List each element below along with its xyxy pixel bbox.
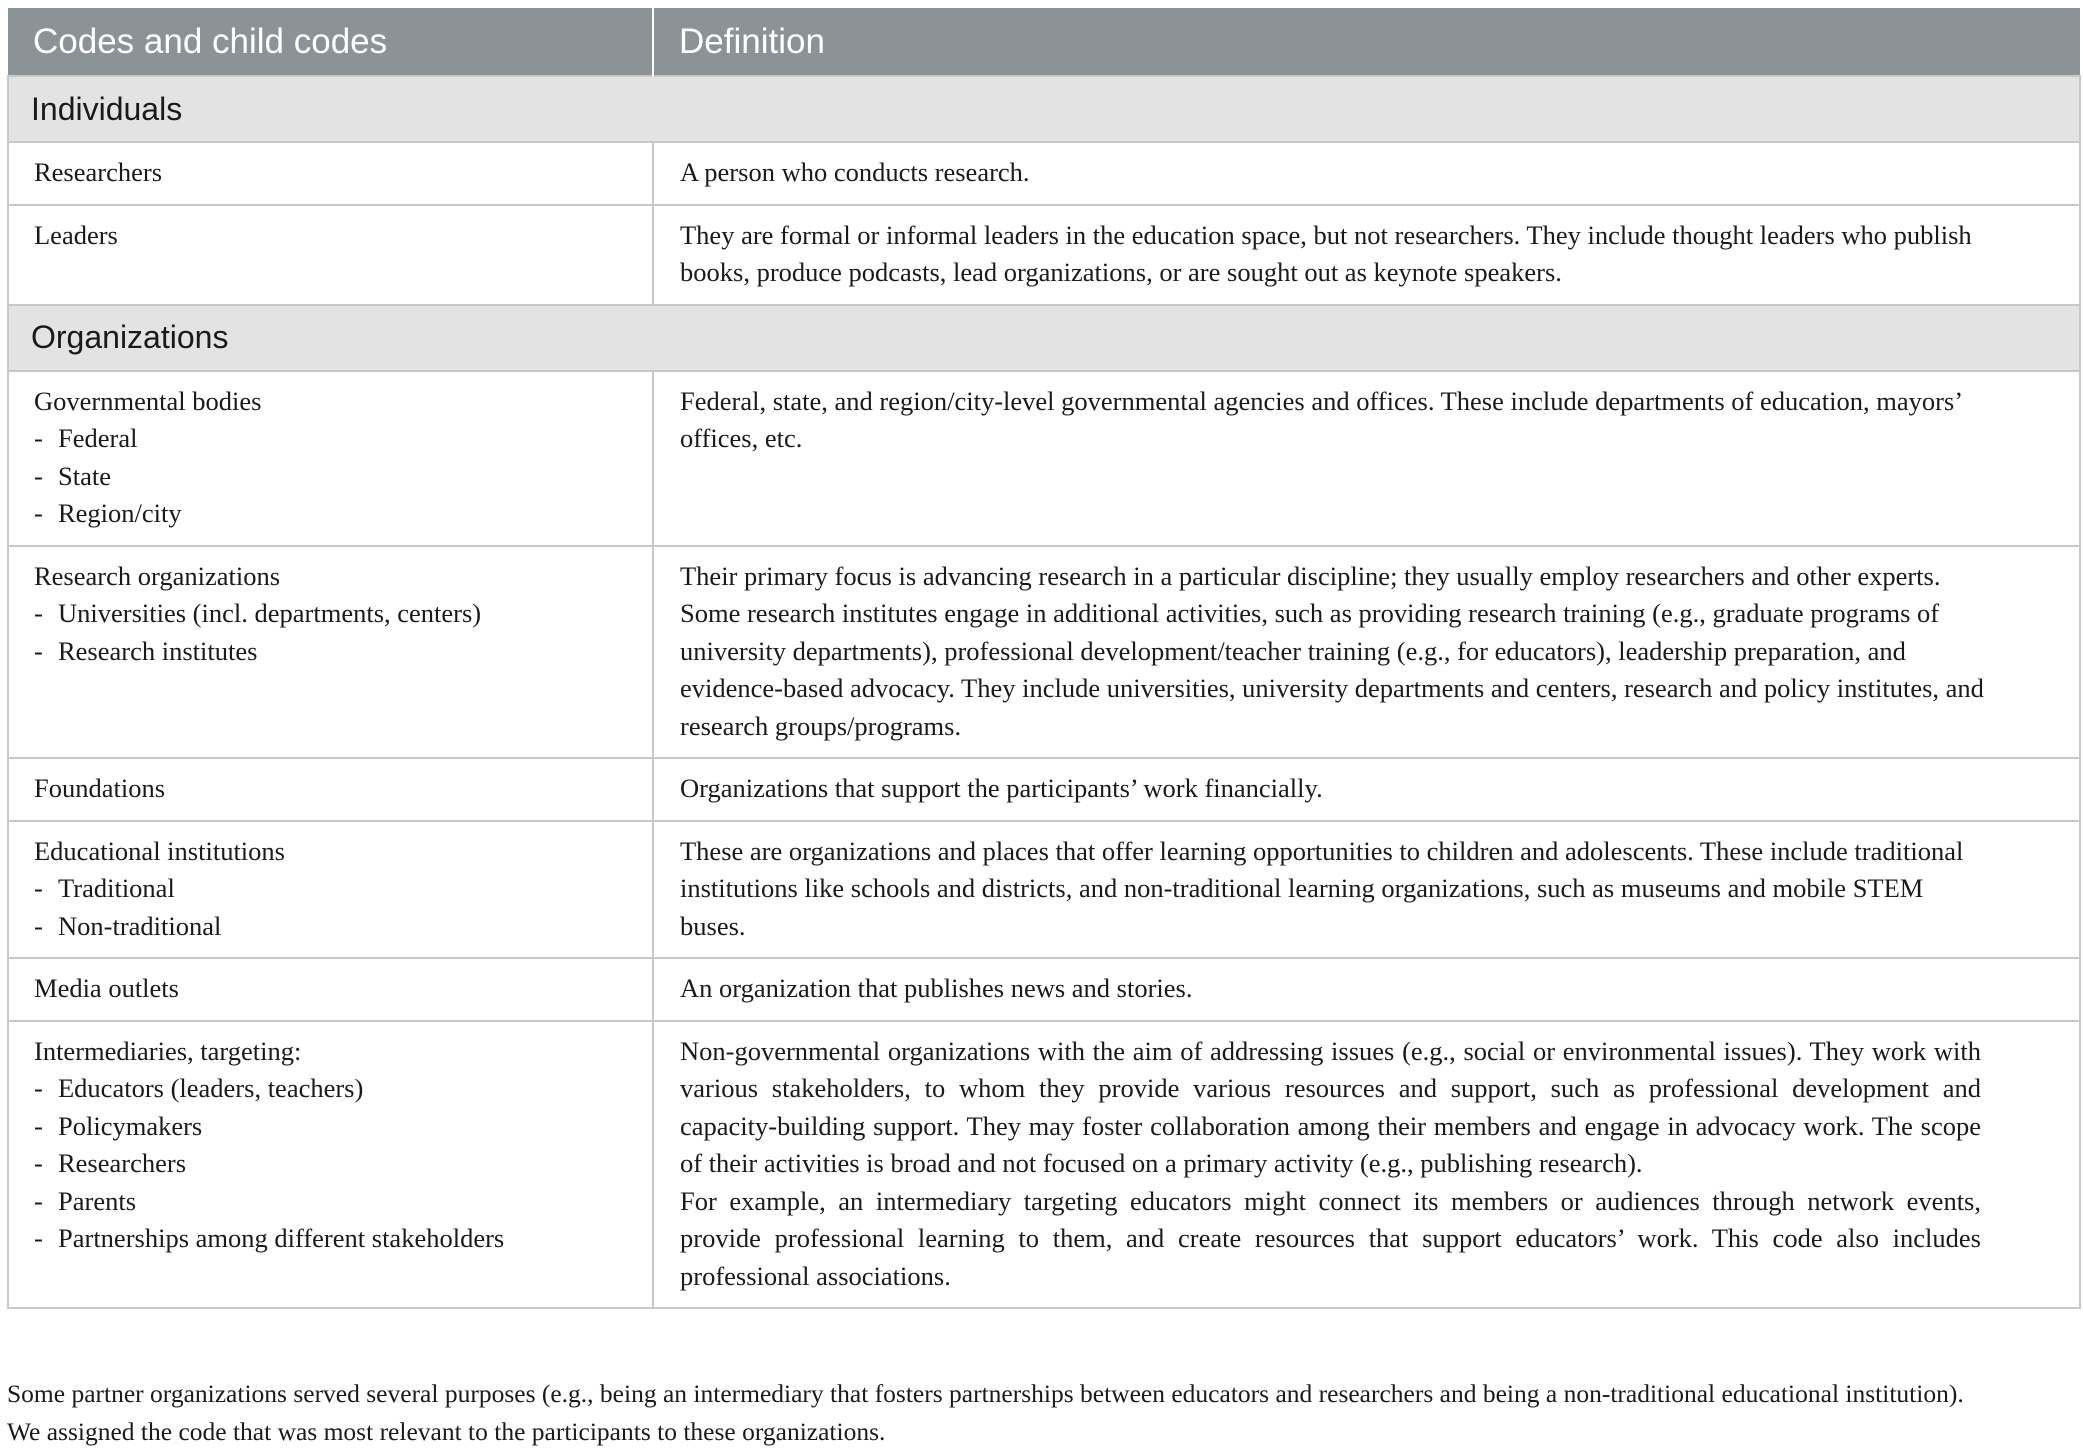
code-cell	[8, 958, 653, 1021]
definition-cell	[653, 371, 2080, 546]
code-name: Leaders	[34, 219, 118, 250]
code-name: Foundations	[34, 773, 166, 803]
code-cell	[8, 758, 653, 821]
definition-text: A person who conducts research.	[680, 157, 1030, 187]
table-header-row	[8, 8, 2080, 76]
footnote-line: Some partner organizations served several purposes (e.g., being an intermediary that fosters partnerships between educators and researchers and being a non-traditional educational institution).	[7, 1379, 1964, 1408]
code-cell	[8, 546, 653, 759]
table-row	[8, 371, 2080, 546]
section-row-individuals	[8, 76, 2080, 142]
code-name: Media outlets	[34, 973, 179, 1003]
code-name: Intermediaries, targeting:	[34, 1035, 302, 1066]
code-cell	[8, 821, 653, 959]
section-title: Individuals	[8, 76, 2080, 142]
definition-cell	[653, 205, 2080, 305]
table-row	[8, 958, 2080, 1021]
code-cell	[8, 1021, 653, 1309]
child-code: - State	[34, 460, 111, 491]
child-code: - Educators (leaders, teachers)	[34, 1073, 364, 1103]
child-code: - Researchers	[34, 1148, 187, 1178]
child-code: - Parents	[34, 1185, 137, 1216]
code-name: Educational institutions	[34, 835, 285, 866]
footnote-line: We assigned the code that was most relevant to the participants to these organizations.	[7, 1416, 886, 1446]
definition-text: Their primary focus is advancing research in a particular discipline; they usually employ researchers and other experts. Some research institutes engage in additional activities, such as providing research training (e.g., graduate programs of university departments), professional development/teacher training (e.g., for educators), leadership preparation, and evidence-based advocacy. They include universities, university departments and centers, research and policy institutes, and research groups/programs.	[680, 560, 1984, 741]
definition-cell	[653, 1021, 2080, 1309]
definition-cell	[653, 821, 2080, 959]
definition-cell	[653, 958, 2080, 1021]
section-title: Organizations	[8, 305, 2080, 371]
child-code: - Federal	[34, 423, 138, 453]
child-code: - Policymakers	[34, 1110, 203, 1141]
definition-text: They are formal or informal leaders in the education space, but not researchers. They include thought leaders who publish books, produce podcasts, lead organizations, or are sought out as keynote speakers.	[680, 219, 1972, 287]
code-cell	[8, 371, 653, 546]
definition-text: These are organizations and places that offer learning opportunities to children and adolescents. These include traditional institutions like schools and districts, and non-traditional learning organizations, such as museums and mobile STEM buses.	[680, 835, 1964, 941]
codes-table	[7, 8, 2081, 1309]
code-name: Governmental bodies	[34, 385, 262, 416]
definition-text: Organizations that support the participants’ work financially.	[680, 773, 1323, 803]
column-header-codes: Codes and child codes	[8, 8, 653, 76]
column-header-definition: Definition	[653, 8, 2080, 76]
code-cell	[8, 205, 653, 305]
child-code: - Region/city	[34, 498, 182, 528]
definition-text: An organization that publishes news and stories.	[680, 973, 1193, 1003]
child-code: - Universities (incl. departments, centers)	[34, 598, 482, 628]
definition-text: Non-governmental organizations with the aim of addressing issues (e.g., social or environmental issues). They work with various stakeholders, to whom they provide various resources and support, such as professional development and capacity-building support. They may foster collaboration among their members and engage in advocacy work. The scope of their activities is broad and not focused on a primary activity (e.g., publishing research).	[680, 1035, 1981, 1178]
codes-table-container	[7, 8, 2079, 1309]
table-row	[8, 1021, 2080, 1309]
table-row	[8, 546, 2080, 759]
definition-text: For example, an intermediary targeting educators might connect its members or audiences through network events, provide professional learning to them, and create resources that support educators’ work. This code also includes professional associations.	[680, 1185, 1981, 1291]
table-row	[8, 205, 2080, 305]
code-name: Researchers	[34, 157, 163, 187]
section-row-organizations	[8, 305, 2080, 371]
code-cell	[8, 142, 653, 205]
child-code: - Partnerships among different stakeholders	[34, 1223, 505, 1253]
child-code: - Non-traditional	[34, 910, 222, 941]
table-row	[8, 142, 2080, 205]
definition-cell	[653, 546, 2080, 759]
table-row	[8, 821, 2080, 959]
table-footnote	[7, 1375, 2079, 1450]
definition-cell	[653, 758, 2080, 821]
child-code: - Traditional	[34, 873, 175, 903]
table-row	[8, 758, 2080, 821]
definition-cell	[653, 142, 2080, 205]
child-code: - Research institutes	[34, 635, 258, 666]
definition-text: Federal, state, and region/city-level governmental agencies and offices. These include departments of education, mayors’ offices, etc.	[680, 385, 1962, 453]
code-name: Research organizations	[34, 560, 281, 591]
